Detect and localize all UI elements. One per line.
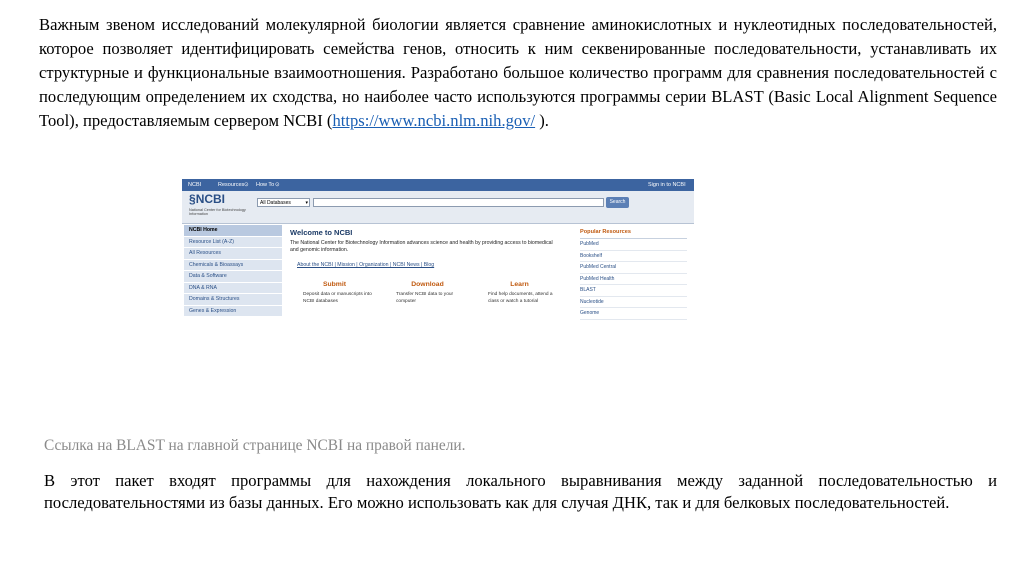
topbar-resources[interactable]: Resources xyxy=(218,182,245,188)
database-select[interactable]: All Databases ▾ xyxy=(257,198,310,207)
topbar-signin[interactable]: Sign in to NCBI xyxy=(648,182,686,188)
intro-text: Важным звеном исследований молекулярной биологии является сравнение аминокислотных и нуклеотидных последовательностей, которое позволяет идентифицировать семейства генов, относить к ним секвенированные последовательности, устанавливать их структурные и функциональные взаимоотношения. Разработано большое количество программ для сравнения последовательностей с последующим определением их сходства, но наиболее часто используются программы серии BLAST (Basic Local Alignment Sequence Tool), предоставляемым сервером NCBI ( xyxy=(39,15,997,130)
body-paragraph: В этот пакет входят программы для нахождения локального выравнивания между заданной последовательностью и последовательностями из базы данных. Его можно использовать как для случая ДНК, так и для белковых последовательностей. xyxy=(44,471,997,512)
welcome-title: Welcome to NCBI xyxy=(290,228,353,237)
intro-tail: ). xyxy=(535,111,549,130)
welcome-links[interactable]: About the NCBI | Mission | Organization | NCBI News | Blog xyxy=(297,262,435,268)
figure-caption: Ссылка на BLAST на главной странице NCBI на правой панели. xyxy=(44,437,466,454)
logo-swirl-icon: § xyxy=(189,192,196,206)
submit-desc: Deposit data or manuscripts into NCBI databases xyxy=(303,292,372,304)
welcome-text: The National Center for Biotechnology Information advances science and health by providing access to biomedical and genomic information. xyxy=(290,240,553,253)
popular-item[interactable]: PubMed Health xyxy=(580,274,687,286)
topbar-howto[interactable]: How To xyxy=(256,182,275,188)
intro-paragraph xyxy=(39,13,997,133)
nav-item[interactable]: All Resources xyxy=(184,248,282,260)
chevron-down-icon: ⊙ xyxy=(275,182,280,188)
learn-column xyxy=(482,281,557,305)
learn-desc: Find help documents, attend a class or watch a tutorial xyxy=(488,292,553,304)
search-input[interactable] xyxy=(313,198,604,207)
submit-title[interactable]: Submit xyxy=(322,281,347,288)
nav-item[interactable]: Resource List (A-Z) xyxy=(184,237,282,249)
popular-item[interactable]: Bookshelf xyxy=(580,251,687,263)
popular-item-blast[interactable]: BLAST xyxy=(580,285,687,297)
chevron-down-icon: ▾ xyxy=(305,200,308,206)
ncbi-header xyxy=(182,191,694,224)
learn-title[interactable]: Learn xyxy=(510,281,529,288)
popular-resources xyxy=(580,225,687,320)
popular-title: Popular Resources xyxy=(580,225,687,239)
topbar-brand: NCBI xyxy=(188,182,202,188)
nav-item[interactable]: Data & Software xyxy=(184,271,282,283)
nav-item[interactable]: NCBI Home xyxy=(184,225,282,237)
chevron-down-icon: ⊙ xyxy=(244,182,249,188)
search-button[interactable]: Search xyxy=(606,197,629,208)
left-nav xyxy=(184,225,282,317)
nav-item[interactable]: Genes & Expression xyxy=(184,306,282,318)
popular-item[interactable]: Genome xyxy=(580,308,687,320)
ncbi-screenshot xyxy=(182,179,694,316)
popular-item[interactable]: Nucleotide xyxy=(580,297,687,309)
ncbi-logo[interactable]: §NCBI xyxy=(189,192,226,206)
nav-item[interactable]: Domains & Structures xyxy=(184,294,282,306)
ncbi-link[interactable]: https://www.ncbi.nlm.nih.gov/ xyxy=(332,111,536,130)
download-column xyxy=(390,281,465,305)
ncbi-logo-subtitle: National Center for Biotechnology Information xyxy=(189,208,246,217)
download-title[interactable]: Download xyxy=(411,281,444,288)
submit-column xyxy=(297,281,372,305)
nav-item[interactable]: Chemicals & Bioassays xyxy=(184,260,282,272)
popular-item[interactable]: PubMed xyxy=(580,239,687,251)
download-desc: Transfer NCBI data to your computer xyxy=(396,292,454,304)
ncbi-topbar xyxy=(182,179,694,191)
nav-item[interactable]: DNA & RNA xyxy=(184,283,282,295)
popular-item[interactable]: PubMed Central xyxy=(580,262,687,274)
